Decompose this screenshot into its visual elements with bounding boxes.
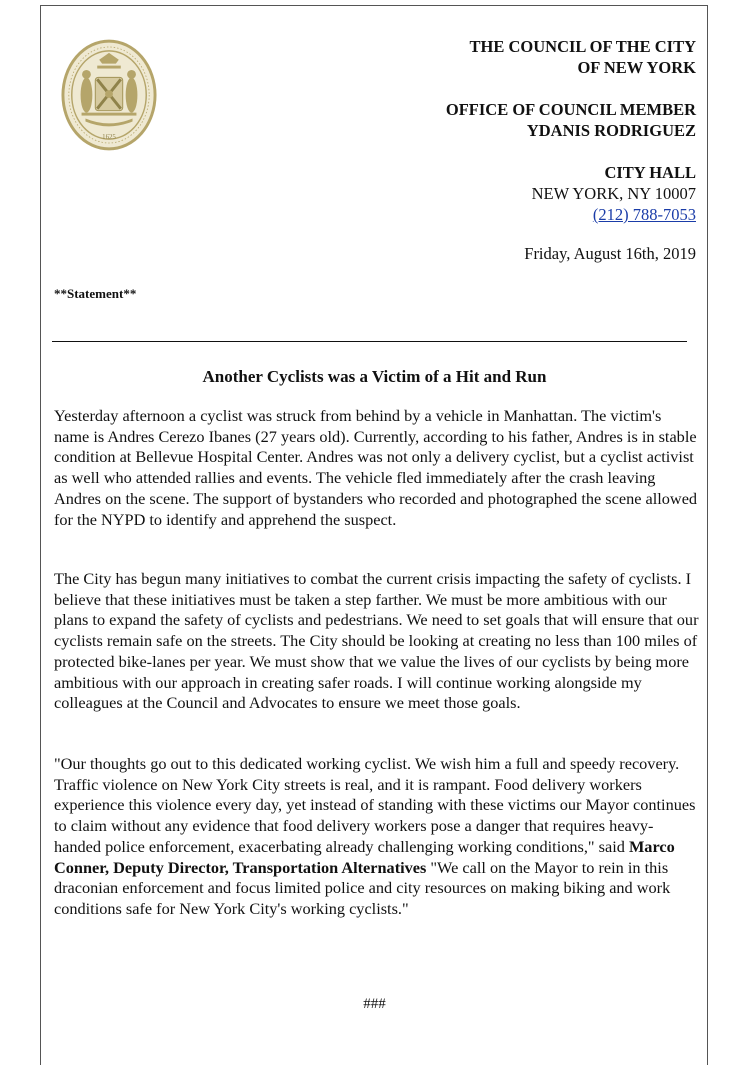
office-line-2: YDANIS RODRIGUEZ — [526, 121, 696, 140]
office-name — [446, 99, 696, 141]
address-block — [446, 162, 696, 225]
paragraph-3-text — [54, 754, 700, 920]
council-line-2: OF NEW YORK — [577, 58, 696, 77]
date: Friday, August 16th, 2019 — [524, 244, 696, 263]
paragraph-2 — [54, 569, 700, 714]
divider — [52, 341, 687, 342]
paragraph-1 — [54, 406, 700, 530]
letterhead — [446, 36, 696, 225]
office-line-1: OFFICE OF COUNCIL MEMBER — [445, 100, 696, 119]
quote-tail: "We call on the Mayor to rein in this draconian enforcement and focus limited police and city resources on making biking and work conditions safe for New York City's working cyclists." — [54, 857, 671, 918]
address-line-2: NEW YORK, NY 10007 — [531, 184, 696, 203]
quote-text: "Our thoughts go out to this dedicated working cyclist. We wish him a full and speedy recovery. Traffic violence on New York City streets is real, and it is rampant. Food delivery workers experience this violence every day, yet instead of standing with these victims our Mayor continues to claim without any evidence that food delivery workers pose a danger that requires heavy-handed police enforcement, exacerbating already challenging working conditions," said — [54, 754, 696, 856]
city-seal-icon — [60, 38, 158, 152]
paragraph-1-text: Yesterday afternoon a cyclist was struck from behind by a vehicle in Manhattan. The victim's name is Andres Cerezo Ibanes (27 years old). Currently, according to his father, Andres is in stable condition at Bellevue Hospital Center. Andres was not only a delivery cyclist, but a cyclist activist as well who attended rallies and events. The vehicle fled immediately after the crash leaving Andres on the scene. The support of bystanders who recorded and photographed the scene allowed for the NYPD to identify and apprehend the suspect. — [54, 406, 698, 529]
paragraph-2-text: The City has begun many initiatives to combat the current crisis impacting the safety of cyclists. I believe that these initiatives must be taken a step farther. We must be more ambitious with our plans to expand the safety of cyclists and pedestrians. We need to set goals that will ensure that our cyclists remain safe on the streets. The City should be looking at creating no less than 100 miles of protected bike-lanes per year. We must show that we value the lives of our cyclists by being more ambitious with our approach in creating safer roads. I will continue working alongside my colleagues at the Council and Advocates to ensure we meet those goals. — [54, 569, 699, 713]
council-line-1: THE COUNCIL OF THE CITY — [469, 37, 696, 56]
address-line-1: CITY HALL — [604, 163, 696, 182]
seal-year: 1625 — [102, 134, 116, 142]
council-name — [446, 36, 696, 78]
phone-link[interactable]: (212) 788-7053 — [592, 205, 696, 224]
end-mark: ### — [363, 996, 386, 1012]
headline: Another Cyclists was a Victim of a Hit and Run — [202, 367, 547, 386]
statement-label: **Statement** — [54, 286, 137, 301]
paragraph-3 — [54, 754, 700, 920]
quote-speaker: Marco Conner, Deputy Director, Transportation Alternatives — [54, 836, 675, 877]
